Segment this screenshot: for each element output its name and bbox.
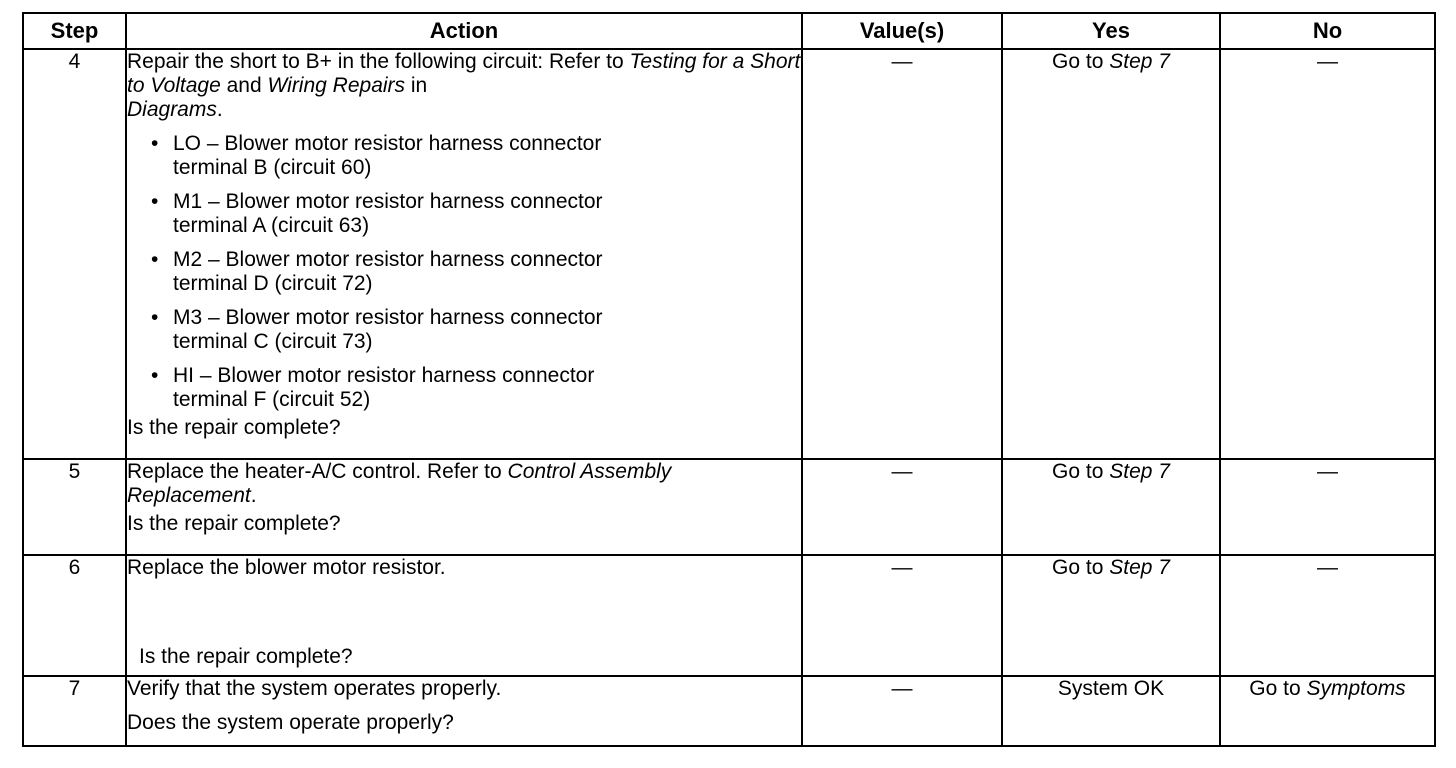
- question-text: Is the repair complete?: [139, 645, 353, 668]
- table-row-step-4: [23, 49, 1435, 459]
- header-step: Step: [23, 13, 126, 49]
- header-no: No: [1220, 13, 1435, 49]
- list-item: • M3 – Blower motor resistor harness connector terminal C (circuit 73): [151, 306, 603, 353]
- step-number: 4: [23, 49, 126, 459]
- action-cell: [126, 459, 802, 555]
- question-text: Is the repair complete?: [127, 416, 341, 439]
- no-cell: [1220, 555, 1435, 676]
- values-cell: [802, 459, 1002, 555]
- no-cell: [1220, 459, 1435, 555]
- yes-cell: System OK: [1002, 676, 1220, 746]
- header-row: [23, 13, 1435, 49]
- header-action: Action: [126, 13, 802, 49]
- values-cell: [802, 555, 1002, 676]
- question-text: Does the system operate properly?: [127, 711, 454, 734]
- action-text: Replace the heater-A/C control. Refer to Control Assembly Replacement.: [127, 460, 672, 507]
- dash-mark: —: [1317, 50, 1338, 73]
- step-link[interactable]: Step 7: [1109, 50, 1170, 73]
- symptoms-link[interactable]: Symptoms: [1306, 677, 1406, 700]
- no-cell: Go to Symptoms: [1220, 676, 1435, 746]
- diagnostic-table: [22, 12, 1436, 747]
- list-item: • LO – Blower motor resistor harness connector terminal B (circuit 60): [151, 132, 602, 179]
- bullet-icon: •: [151, 364, 159, 387]
- yes-cell: Go to Step 7: [1002, 555, 1220, 676]
- table-row-step-6: [23, 555, 1435, 676]
- table-row-step-7: [23, 676, 1435, 746]
- action-cell: [126, 676, 802, 746]
- dash-mark: —: [891, 50, 913, 73]
- list-item: • M1 – Blower motor resistor harness connector terminal A (circuit 63): [151, 190, 603, 237]
- table-row-step-5: [23, 459, 1435, 555]
- circuit-list: [127, 132, 801, 412]
- reference-link: Wiring Repairs: [267, 74, 406, 97]
- reference-link: Testing for a Short to Voltage: [127, 50, 801, 97]
- yes-cell: Go to Step 7: [1002, 459, 1220, 555]
- dash-mark: —: [1317, 556, 1338, 579]
- dash-mark: —: [891, 677, 913, 700]
- bullet-icon: •: [151, 306, 159, 329]
- step-link[interactable]: Step 7: [1109, 460, 1170, 483]
- dash-mark: —: [891, 556, 913, 579]
- step-number: 7: [23, 676, 126, 746]
- dash-mark: —: [1317, 460, 1338, 483]
- list-item: • M2 – Blower motor resistor harness connector terminal D (circuit 72): [151, 248, 603, 295]
- step-link[interactable]: Step 7: [1109, 556, 1170, 579]
- step-number: 5: [23, 459, 126, 555]
- bullet-icon: •: [151, 190, 159, 213]
- header-yes: Yes: [1002, 13, 1220, 49]
- header-values: Value(s): [802, 13, 1002, 49]
- reference-link: Diagrams: [127, 98, 217, 121]
- values-cell: [802, 49, 1002, 459]
- action-text: Verify that the system operates properly.: [127, 677, 502, 700]
- bullet-icon: •: [151, 132, 159, 155]
- action-cell: [126, 555, 802, 676]
- action-text: Replace the blower motor resistor.: [127, 556, 446, 579]
- action-text: Repair the short to B+ in the following circuit: Refer to Testing for a Short to Voltage and Wiring Repairs in Diagrams.: [127, 50, 801, 121]
- action-cell: [126, 49, 802, 459]
- list-item: • HI – Blower motor resistor harness connector terminal F (circuit 52): [151, 364, 595, 411]
- values-cell: [802, 676, 1002, 746]
- step-number: 6: [23, 555, 126, 676]
- dash-mark: —: [891, 460, 913, 483]
- question-text: Is the repair complete?: [127, 512, 341, 535]
- no-cell: [1220, 49, 1435, 459]
- bullet-icon: •: [151, 248, 159, 271]
- reference-link: Control Assembly Replacement: [127, 460, 672, 507]
- yes-cell: Go to Step 7: [1002, 49, 1220, 459]
